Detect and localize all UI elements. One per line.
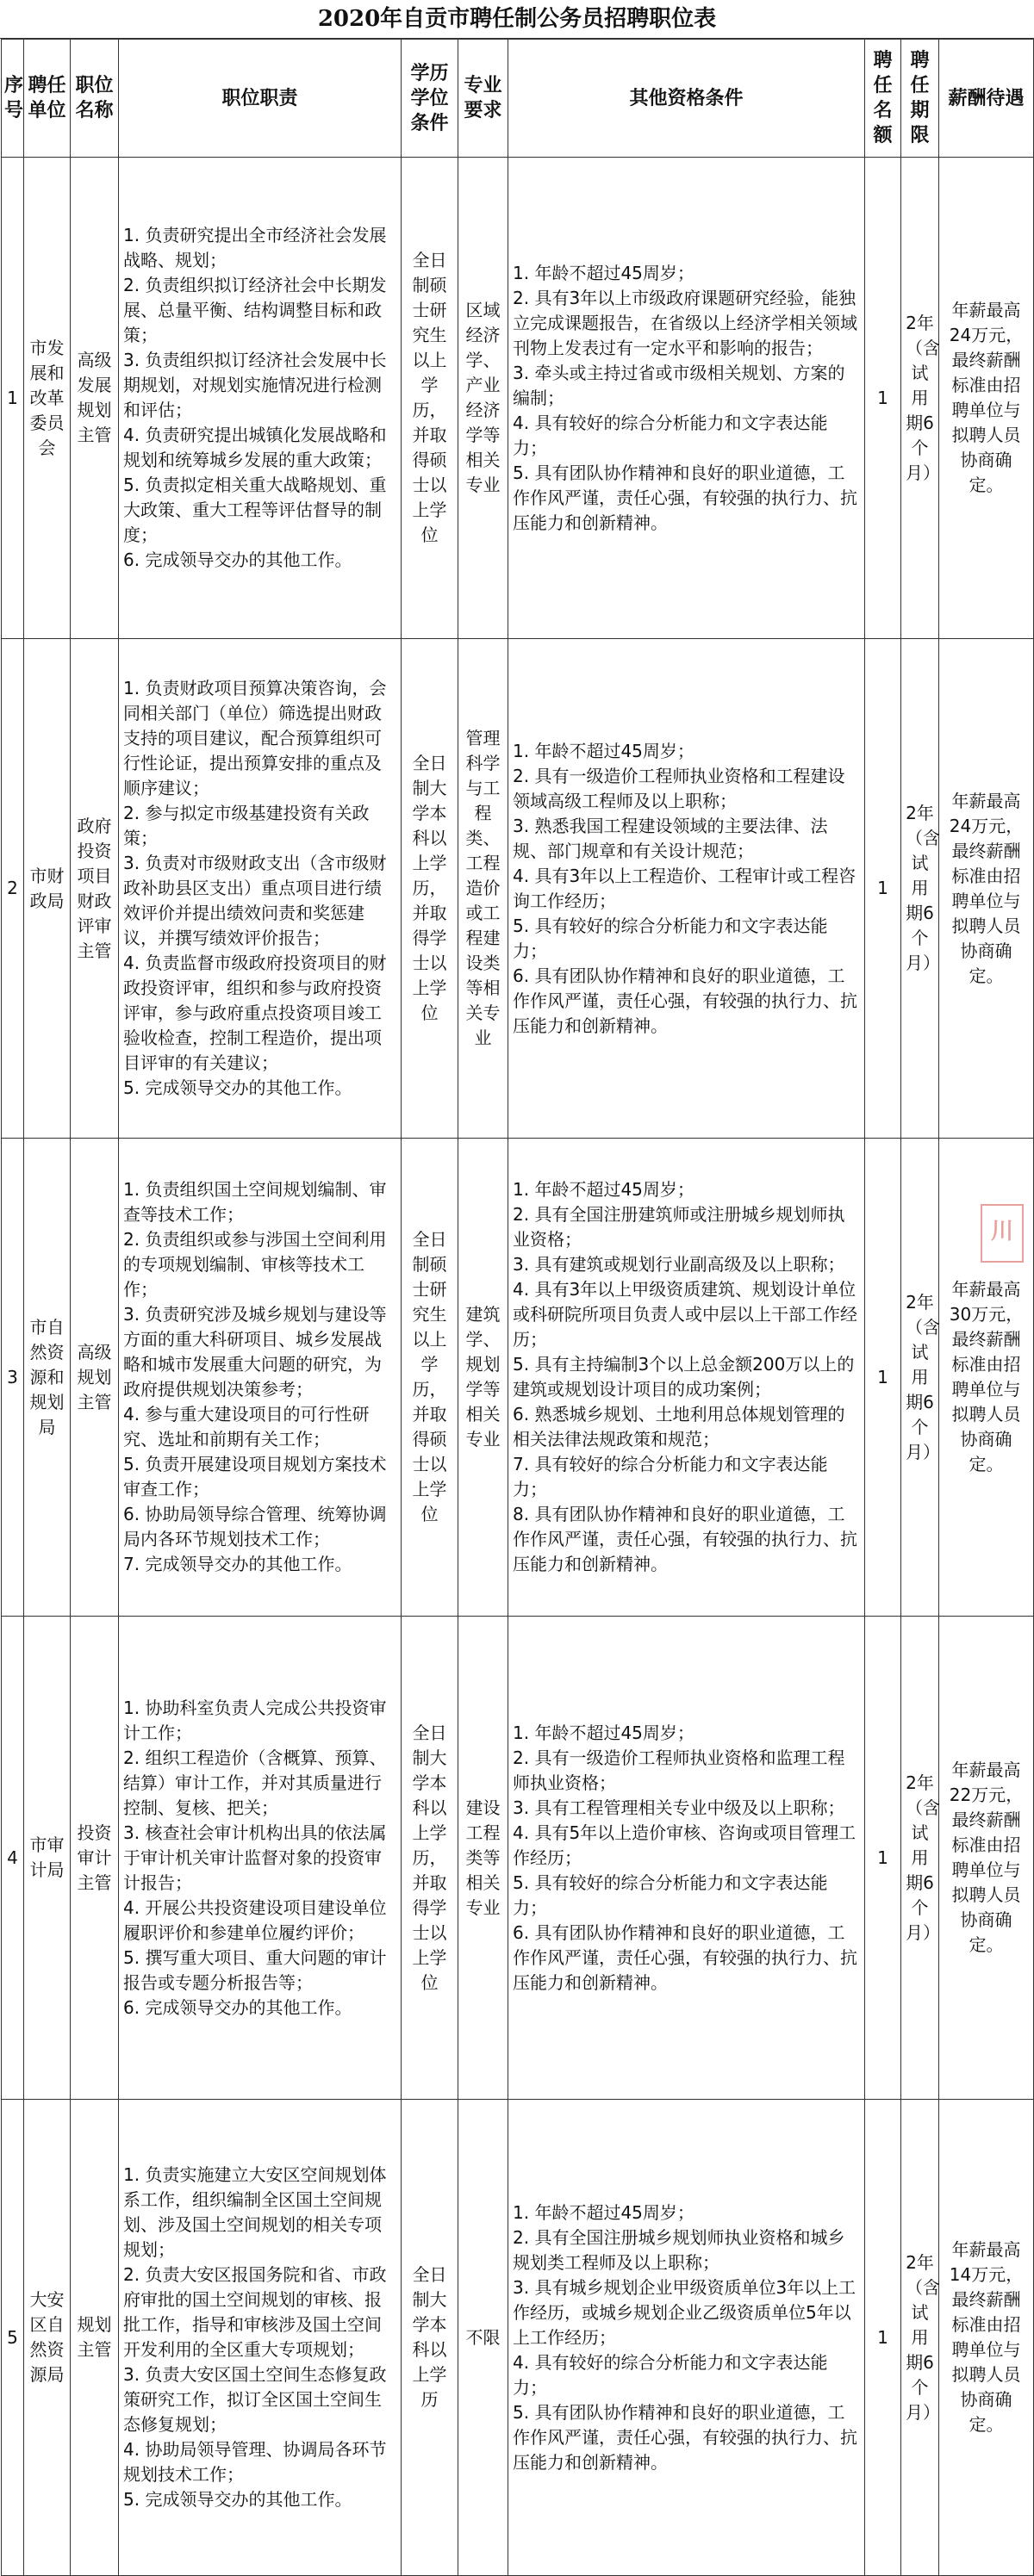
cell-duty-line: 3. 负责组织拟订经济社会发展中长期规划，对规划实施情况进行检测和评估； — [123, 350, 387, 420]
header-row — [2, 40, 1034, 158]
cell-seq: 4 — [2, 1617, 24, 2100]
cell-duty-line: 4. 参与重大建设项目的可行性研究、选址和前期有关工作； — [123, 1404, 370, 1449]
cell-duty-line: 5. 撰写重大项目、重大问题的审计报告或专题分析报告等； — [123, 1946, 387, 1993]
cell-other-line: 2. 具有全国注册建筑师或注册城乡规划师执业资格； — [513, 1204, 845, 1250]
cell-duty — [119, 639, 402, 1139]
cell-other-line: 3. 牵头或主持过省或市级相关规划、方案的编制； — [513, 362, 845, 408]
cell-major: 建设工程类等相关专业 — [458, 1617, 508, 2100]
cell-unit: 市审计局 — [24, 1617, 71, 2100]
cell-position: 政府投资项目财政评审主管 — [71, 639, 119, 1139]
cell-duty-line: 1. 负责财政项目预算决策咨询，会同相关部门（单位）筛选提出财政支持的项目建议，配合预算组织可行性论证，提出预算安排的重点及顺序建议； — [123, 678, 387, 798]
cell-duty-line: 2. 负责组织或参与涉国土空间利用的专项规划编制、审核等技术工作； — [123, 1229, 387, 1300]
cell-other-line: 4. 具有3年以上甲级资质建筑、规划设计单位或科研院所项目负责人或中层以上干部工作经历； — [513, 1279, 857, 1350]
cell-duty-line: 3. 负责大安区国土空间生态修复政策研究工作，拟订全区国土空间生态修复规划； — [123, 2364, 387, 2435]
cell-edu: 全日制大学本科以上学历，并取得学士以上学位 — [402, 639, 458, 1139]
cell-duty — [119, 1617, 402, 2100]
cell-major: 区域经济学、产业经济学等相关专业 — [458, 158, 508, 639]
cell-other — [508, 639, 865, 1139]
cell-seq: 2 — [2, 639, 24, 1139]
header-position: 职位名称 — [71, 40, 119, 158]
cell-other-line: 4. 具有较好的综合分析能力和文字表达能力； — [513, 412, 828, 458]
cell-duty-line: 3. 核查社会审计机构出具的依法属于审计机关审计监督对象的投资审计报告； — [123, 1822, 387, 1893]
cell-other-line: 3. 具有建筑或规划行业副高级及以上职称； — [513, 1254, 845, 1275]
cell-duty-line: 6. 协助局领导综合管理、统筹协调局内各环节规划技术工作； — [123, 1504, 387, 1549]
cell-term: 2年（含试用期6个月） — [901, 2100, 939, 2576]
cell-other-line: 4. 具有5年以上造价审核、咨询或项目管理工作经历； — [513, 1822, 856, 1868]
cell-other-line: 3. 具有工程管理相关专业中级及以上职称； — [513, 1797, 845, 1818]
cell-duty-line: 1. 负责实施建立大安区空间规划体系工作，组织编制全区国土空间规划、涉及国土空间规划的相关专项规划； — [123, 2164, 387, 2260]
header-edu: 学历学位条件 — [402, 40, 458, 158]
table-row — [2, 639, 1034, 1139]
cell-duty — [119, 158, 402, 639]
cell-duty-line: 2. 组织工程造价（含概算、预算、结算）审计工作，并对其质量进行控制、复核、把关； — [123, 1747, 387, 1818]
cell-duty — [119, 2100, 402, 2576]
cell-duty-line: 6. 完成领导交办的其他工作。 — [123, 549, 352, 570]
cell-other — [508, 1139, 865, 1617]
cell-other-line: 7. 具有较好的综合分析能力和文字表达能力； — [513, 1454, 828, 1499]
header-unit: 聘任单位 — [24, 40, 71, 158]
header-pay: 薪酬待遇 — [939, 40, 1034, 158]
cell-term: 2年（含试用期6个月） — [901, 1139, 939, 1617]
cell-major: 建筑学、规划学等相关专业 — [458, 1139, 508, 1617]
cell-term: 2年（含试用期6个月） — [901, 158, 939, 639]
cell-duty-line: 2. 负责组织拟订经济社会中长期发展、总量平衡、结构调整目标和政策； — [123, 275, 387, 345]
cell-quota: 1 — [865, 1139, 901, 1617]
table-row — [2, 158, 1034, 639]
cell-other-line: 6. 熟悉城乡规划、土地利用总体规划管理的相关法律法规政策和规范； — [513, 1404, 845, 1449]
header-major: 专业要求 — [458, 40, 508, 158]
cell-duty-line: 4. 负责研究提出城镇化发展战略和规划和统筹城乡发展的重大政策； — [123, 425, 387, 470]
cell-position: 规划主管 — [71, 2100, 119, 2576]
cell-major: 管理科学与工程类、工程造价或工程建设类等相关专业 — [458, 639, 508, 1139]
cell-other-line: 2. 具有全国注册城乡规划师执业资格和城乡规划类工程师及以上职称； — [513, 2226, 845, 2273]
cell-other-line: 8. 具有团队协作精神和良好的职业道德，工作作风严谨，责任心强，有较强的执行力、抗压能力和创新精神。 — [513, 1504, 857, 1574]
cell-other-line: 6. 具有团队协作精神和良好的职业道德，工作作风严谨，责任心强，有较强的执行力、抗压能力和创新精神。 — [513, 1921, 857, 1993]
cell-other-line: 1. 年龄不超过45周岁； — [513, 2201, 695, 2223]
cell-unit: 市财政局 — [24, 639, 71, 1139]
header-term: 聘任期限 — [901, 40, 939, 158]
cell-other — [508, 2100, 865, 2576]
cell-position: 投资审计主管 — [71, 1617, 119, 2100]
cell-position: 高级发展规划主管 — [71, 158, 119, 639]
cell-duty-line: 3. 负责对市级财政支出（含市级财政补助县区支出）重点项目进行绩效评价并提出绩效问责和奖惩建议，并撰写绩效评价报告； — [123, 853, 387, 948]
cell-pay: 年薪最高24万元，最终薪酬标准由招聘单位与拟聘人员协商确定。 — [939, 639, 1034, 1139]
cell-other-line: 5. 具有主持编制3个以上总金额200万以上的建筑或规划设计项目的成功案例； — [513, 1354, 855, 1400]
cell-duty-line: 4. 协助局领导管理、协调局各环节规划技术工作； — [123, 2439, 387, 2485]
cell-other-line: 4. 具有3年以上工程造价、工程审计或工程咨询工作经历； — [513, 865, 856, 911]
cell-other-line: 5. 具有团队协作精神和良好的职业道德，工作作风严谨，责任心强，有较强的执行力、抗压能力和创新精神。 — [513, 462, 857, 533]
cell-seq: 5 — [2, 2100, 24, 2576]
table-body — [2, 158, 1034, 2576]
table-row — [2, 2100, 1034, 2576]
cell-pay: 年薪最高24万元，最终薪酬标准由招聘单位与拟聘人员协商确定。 — [939, 158, 1034, 639]
cell-other-line: 6. 具有团队协作精神和良好的职业道德，工作作风严谨，责任心强，有较强的执行力、抗压能力和创新精神。 — [513, 965, 857, 1036]
watermark-stamp: 川 — [981, 1204, 1024, 1263]
cell-duty-line: 1. 负责研究提出全市经济社会发展战略、规划； — [123, 225, 387, 270]
cell-other — [508, 158, 865, 639]
cell-unit: 大安区自然资源局 — [24, 2100, 71, 2576]
cell-duty-line: 6. 完成领导交办的其他工作。 — [123, 1996, 352, 2018]
cell-unit: 市发展和改革委员会 — [24, 158, 71, 639]
cell-quota: 1 — [865, 1617, 901, 2100]
cell-other-line: 3. 具有城乡规划企业甲级资质单位3年以上工作经历，或城乡规划企业乙级资质单位5年以上工作经历； — [513, 2276, 856, 2348]
cell-position: 高级规划主管 — [71, 1139, 119, 1617]
cell-edu: 全日制硕士研究生以上学历，并取得硕士以上学位 — [402, 1139, 458, 1617]
cell-edu: 全日制大学本科以上学历，并取得学士以上学位 — [402, 1617, 458, 2100]
cell-other-line: 3. 熟悉我国工程建设领域的主要法律、法规、部门规章和有关设计规范； — [513, 815, 828, 861]
cell-other-line: 2. 具有一级造价工程师执业资格和监理工程师执业资格； — [513, 1747, 845, 1793]
cell-seq: 3 — [2, 1139, 24, 1617]
cell-edu: 全日制大学本科以上学历 — [402, 2100, 458, 2576]
cell-quota: 1 — [865, 639, 901, 1139]
cell-other-line: 2. 具有3年以上市级政府课题研究经验，能独立完成课题报告，在省级以上经济学相关领域刊物上发表过有一定水平和影响的报告； — [513, 287, 857, 358]
cell-other-line: 1. 年龄不超过45周岁； — [513, 740, 695, 761]
cell-duty — [119, 1139, 402, 1617]
table-row — [2, 1617, 1034, 2100]
table-row — [2, 1139, 1034, 1617]
cell-other-line: 5. 具有团队协作精神和良好的职业道德，工作作风严谨，责任心强，有较强的执行力、抗压能力和创新精神。 — [513, 2401, 857, 2473]
cell-duty-line: 5. 负责开展建设项目规划方案技术审查工作； — [123, 1454, 387, 1499]
cell-other-line: 1. 年龄不超过45周岁； — [513, 1722, 695, 1743]
cell-duty-line: 1. 负责组织国土空间规划编制、审查等技术工作； — [123, 1179, 387, 1225]
cell-duty-line: 4. 开展公共投资建设项目建设单位履职评价和参建单位履约评价； — [123, 1896, 387, 1943]
header-duty: 职位职责 — [119, 40, 402, 158]
cell-duty-line: 4. 负责监督市级政府投资项目的财政投资评审，组织和参与政府投资评审，参与政府重点投资项目竣工验收检查，控制工程造价，提出项目评审的有关建议； — [123, 953, 387, 1073]
cell-duty-line: 5. 完成领导交办的其他工作。 — [123, 2489, 352, 2510]
page-title: 2020年自贡市聘任制公务员招聘职位表 — [0, 0, 1034, 39]
header-other: 其他资格条件 — [508, 40, 865, 158]
cell-other-line: 4. 具有较好的综合分析能力和文字表达能力； — [513, 2351, 828, 2398]
cell-duty-line: 2. 负责大安区报国务院和省、市政府审批的国土空间规划的审核、报批工作，指导和审核涉及国土空间开发利用的全区重大专项规划； — [123, 2264, 387, 2360]
cell-quota: 1 — [865, 158, 901, 639]
cell-duty-line: 5. 完成领导交办的其他工作。 — [123, 1077, 352, 1098]
cell-major: 不限 — [458, 2100, 508, 2576]
cell-duty-line: 2. 参与拟定市级基建投资有关政策； — [123, 803, 370, 848]
cell-pay: 年薪最高30万元，最终薪酬标准由招聘单位与拟聘人员协商确定。 — [939, 1139, 1034, 1617]
cell-term: 2年（含试用期6个月） — [901, 639, 939, 1139]
cell-other-line: 1. 年龄不超过45周岁； — [513, 262, 695, 283]
cell-pay: 年薪最高22万元，最终薪酬标准由招聘单位与拟聘人员协商确定。 — [939, 1617, 1034, 2100]
cell-edu: 全日制硕士研究生以上学历，并取得硕士以上学位 — [402, 158, 458, 639]
header-seq: 序号 — [2, 40, 24, 158]
cell-term: 2年（含试用期6个月） — [901, 1617, 939, 2100]
cell-seq: 1 — [2, 158, 24, 639]
cell-other-line: 1. 年龄不超过45周岁； — [513, 1179, 695, 1200]
cell-duty-line: 3. 负责研究涉及城乡规划与建设等方面的重大科研项目、城乡发展战略和城市发展重大问题的研究，为政府提供规划决策参考； — [123, 1304, 387, 1400]
cell-other-line: 5. 具有较好的综合分析能力和文字表达能力； — [513, 1871, 828, 1918]
cell-other-line: 2. 具有一级造价工程师执业资格和工程建设领域高级工程师及以上职称； — [513, 765, 845, 811]
cell-quota: 1 — [865, 2100, 901, 2576]
cell-other-line: 5. 具有较好的综合分析能力和文字表达能力； — [513, 915, 828, 961]
cell-duty-line: 1. 协助科室负责人完成公共投资审计工作； — [123, 1697, 387, 1743]
positions-table — [1, 39, 1034, 2576]
cell-other — [508, 1617, 865, 2100]
header-quota: 聘任名额 — [865, 40, 901, 158]
cell-pay: 年薪最高14万元，最终薪酬标准由招聘单位与拟聘人员协商确定。 — [939, 2100, 1034, 2576]
cell-unit: 市自然资源和规划局 — [24, 1139, 71, 1617]
cell-duty-line: 7. 完成领导交办的其他工作。 — [123, 1554, 352, 1574]
cell-duty-line: 5. 负责拟定相关重大战略规划、重大政策、重大工程等评估督导的制度； — [123, 475, 387, 545]
